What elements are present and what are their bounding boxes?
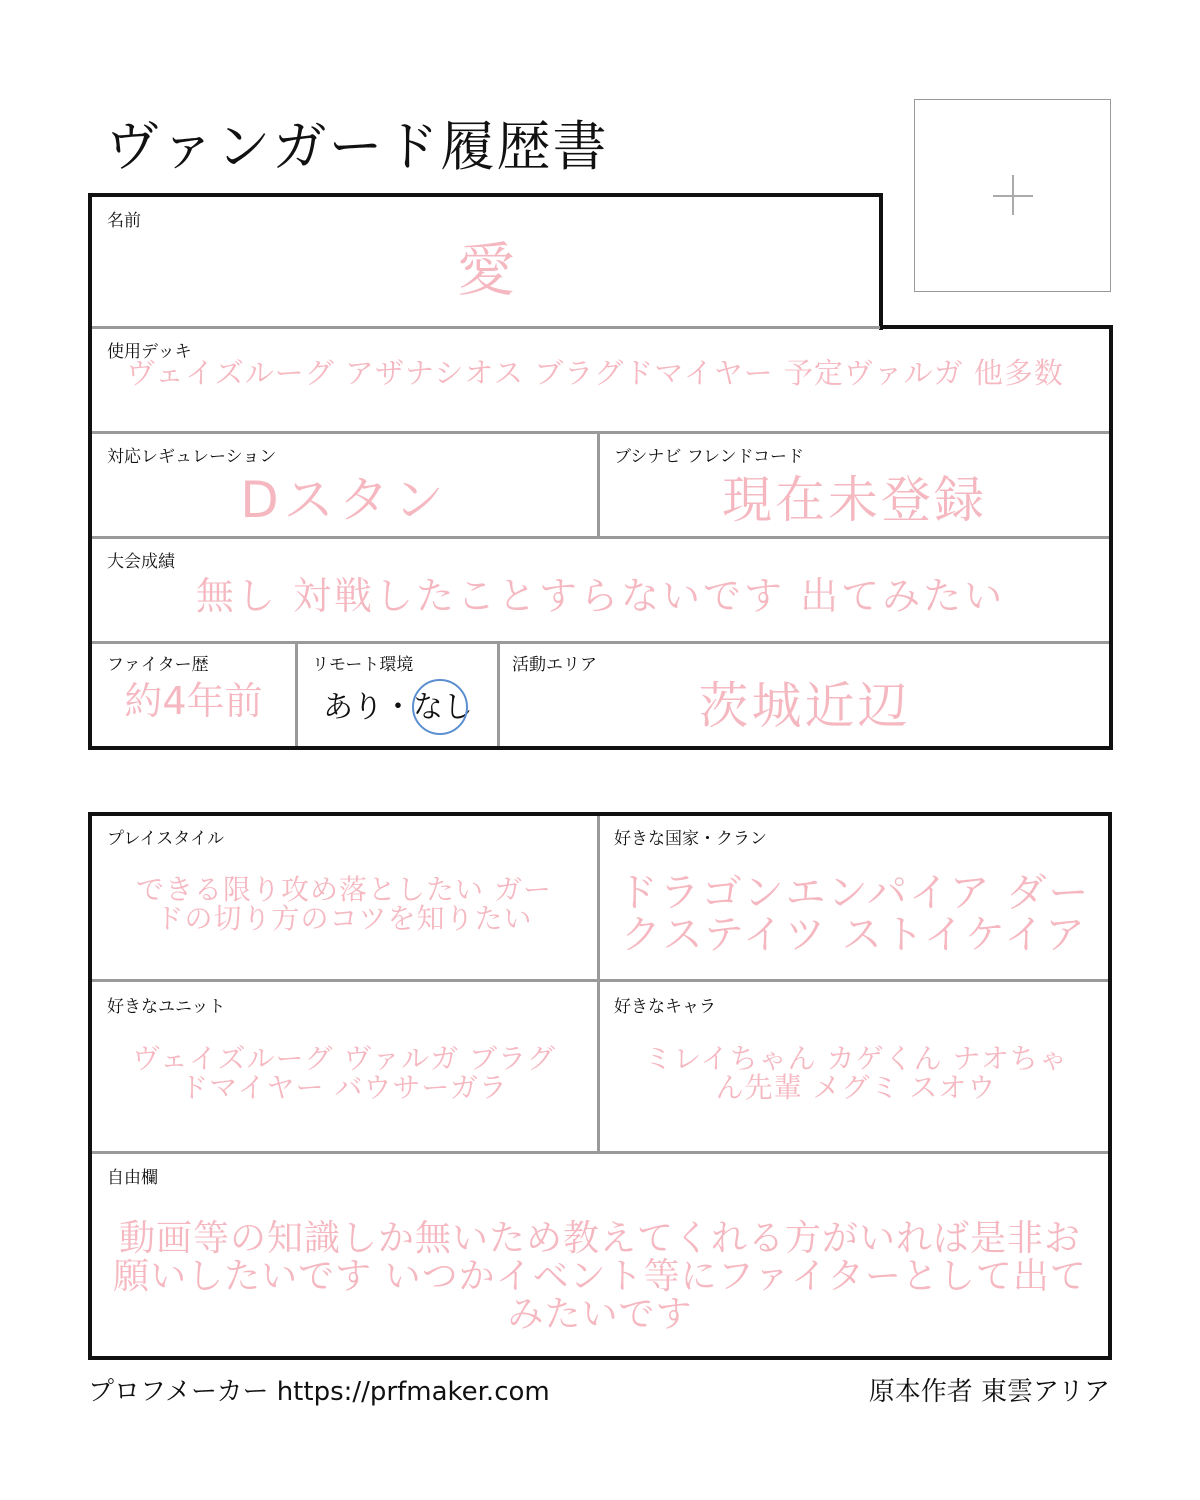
fighter-history-value[interactable]: 約4年前	[124, 679, 263, 723]
selected-ring-icon	[412, 679, 468, 735]
remote-option-no[interactable]: なし	[413, 690, 473, 725]
remote-option-yes[interactable]: あり	[323, 690, 383, 725]
deck-label: 使用デッキ	[107, 342, 192, 362]
friend-code-label: ブシナビ フレンドコード	[614, 447, 804, 467]
area-label: 活動エリア	[512, 655, 597, 675]
clan-value[interactable]: ドラゴンエンパイア ダークステイツ ストイケイア	[617, 870, 1091, 958]
playstyle-label: プレイスタイル	[107, 829, 224, 849]
unit-label: 好きなユニット	[107, 997, 226, 1017]
tournament-label: 大会成績	[107, 552, 175, 572]
regulation-value[interactable]: Dスタン	[240, 471, 449, 529]
unit-value[interactable]: ヴェイズルーグ ヴァルガ ブラグドマイヤー バウサーガラ	[131, 1042, 557, 1105]
deck-value[interactable]: ヴェイズルーグ アザナシオス ブラグドマイヤー 予定ヴァルガ 他多数	[126, 356, 1064, 390]
regulation-label: 対応レギュレーション	[107, 447, 277, 467]
footer-site[interactable]: プロフメーカー https://prfmaker.com	[88, 1377, 550, 1407]
name-value[interactable]: 愛	[456, 236, 515, 304]
name-label: 名前	[107, 211, 141, 231]
tournament-value[interactable]: 無し 対戦したことすらないです 出てみたい	[195, 574, 1006, 618]
remote-separator: ・	[383, 690, 413, 725]
footer-author: 原本作者 東雲アリア	[868, 1377, 1110, 1407]
page-title: ヴァンガード履歴書	[105, 115, 609, 178]
character-label: 好きなキャラ	[614, 997, 716, 1017]
friend-code-value[interactable]: 現在未登録	[722, 471, 987, 529]
photo-placeholder[interactable]	[914, 99, 1111, 292]
area-value[interactable]: 茨城近辺	[698, 677, 911, 735]
free-label: 自由欄	[107, 1168, 158, 1188]
free-value[interactable]: 動画等の知識しか無いため教えてくれる方がいれば是非お願いしたいです いつかイベント等にファイターとして出てみたいです	[113, 1218, 1087, 1335]
character-value[interactable]: ミレイちゃん カゲくん ナオちゃん先輩 メグミ スオウ	[644, 1042, 1068, 1105]
fighter-history-label: ファイター歴	[107, 655, 209, 675]
clan-label: 好きな国家・クラン	[614, 829, 767, 849]
remote-label: リモート環境	[312, 655, 414, 675]
playstyle-value[interactable]: できる限り攻め落としたい ガードの切り方のコツを知りたい	[136, 873, 552, 936]
